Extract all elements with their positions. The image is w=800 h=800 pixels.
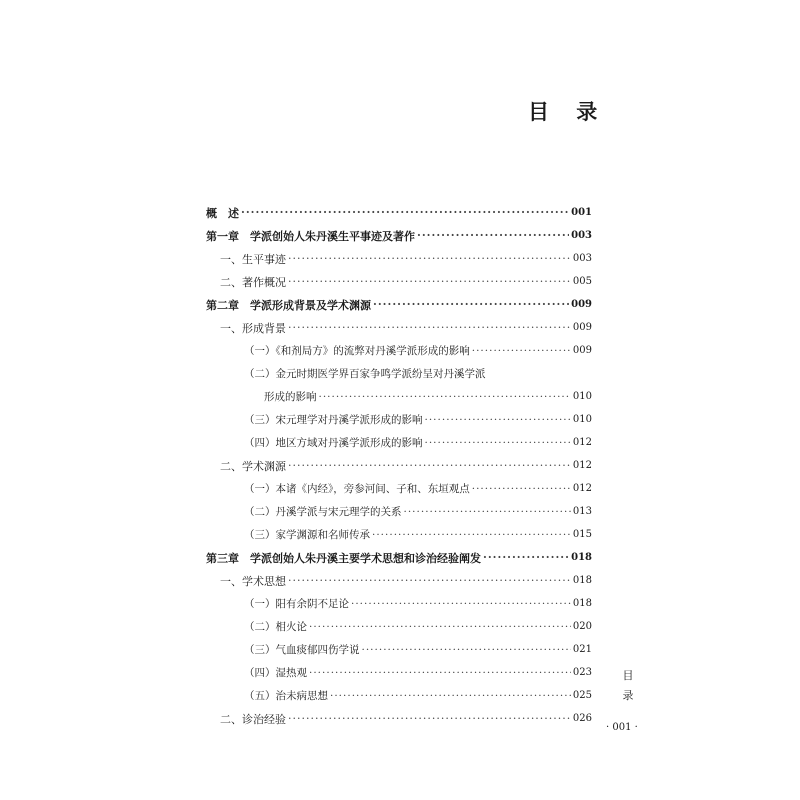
toc-entry bbox=[206, 339, 592, 362]
toc-entry bbox=[206, 546, 592, 569]
toc-entry-title: 二、诊治经验 bbox=[220, 712, 286, 726]
toc-entry-page: 012 bbox=[572, 437, 592, 448]
toc-dot-leader bbox=[241, 206, 569, 219]
toc-entry bbox=[206, 454, 592, 477]
toc-entry-page: 012 bbox=[572, 483, 592, 494]
toc-dot-leader bbox=[288, 712, 571, 725]
toc-entry-title: （二）金元时期医学界百家争鸣学派纷呈对丹溪学派 bbox=[244, 368, 486, 380]
toc-entry-page: 026 bbox=[572, 713, 592, 724]
toc-entry-page: 003 bbox=[571, 230, 592, 241]
toc-entry-page: 010 bbox=[572, 391, 592, 402]
toc-dot-leader bbox=[319, 391, 571, 403]
toc-entry bbox=[206, 247, 592, 270]
toc-entry bbox=[206, 661, 592, 684]
toc-dot-leader bbox=[425, 437, 571, 449]
toc-entry-title: （一）本诸《内经》，旁参河间、子和、东垣观点 bbox=[244, 483, 470, 495]
toc-entry bbox=[206, 638, 592, 661]
toc-dot-leader bbox=[351, 598, 571, 610]
toc-entry bbox=[206, 270, 592, 293]
page-number: · 001 · bbox=[606, 722, 638, 733]
toc-dot-leader bbox=[425, 414, 571, 426]
toc-entry-page: 010 bbox=[572, 414, 592, 425]
toc-entry-title: （三）家学渊源和名师传承 bbox=[244, 529, 370, 541]
toc-entry-page: 018 bbox=[572, 575, 592, 586]
running-head-char: 目 bbox=[622, 669, 634, 682]
toc-entry bbox=[206, 707, 592, 730]
toc-entry-page: 005 bbox=[572, 276, 592, 287]
toc-entry-page: 009 bbox=[571, 299, 592, 310]
toc-entry-title: （二）相火论 bbox=[244, 621, 307, 633]
toc-entry-page: 009 bbox=[572, 345, 592, 356]
toc-dot-leader bbox=[372, 529, 571, 541]
toc-entry-page: 018 bbox=[572, 598, 592, 609]
toc-entry-title: （四）地区方域对丹溪学派形成的影响 bbox=[244, 437, 423, 449]
toc-dot-leader bbox=[472, 483, 571, 495]
toc-entry-title: 形成的影响 bbox=[264, 391, 317, 403]
toc-entry-page: 021 bbox=[572, 644, 592, 655]
toc-entry bbox=[206, 385, 592, 408]
toc-dot-leader bbox=[309, 621, 571, 633]
toc-entry-page: 012 bbox=[572, 460, 592, 471]
toc-entry bbox=[206, 201, 592, 224]
toc-entry-title: （三）气血痰郁四伤学说 bbox=[244, 644, 360, 656]
toc-entry bbox=[206, 408, 592, 431]
toc-entry-title: 一、形成背景 bbox=[220, 321, 286, 335]
toc-entry-page: 025 bbox=[572, 690, 592, 701]
toc-entry-title: 二、著作概况 bbox=[220, 275, 286, 289]
toc-dot-leader bbox=[288, 459, 571, 472]
toc-entry-title: （四）湿热观 bbox=[244, 667, 307, 679]
toc-dot-leader bbox=[404, 506, 571, 518]
toc-entry-page: 020 bbox=[572, 621, 592, 632]
toc-dot-leader bbox=[288, 574, 571, 587]
toc-entry bbox=[206, 500, 592, 523]
toc-entry bbox=[206, 293, 592, 316]
toc-entry-title: （一）《和剂局方》的流弊对丹溪学派形成的影响 bbox=[244, 345, 470, 357]
toc-entry bbox=[206, 684, 592, 707]
toc-entry-page: 018 bbox=[571, 552, 592, 563]
toc-entry-page: 003 bbox=[572, 253, 592, 264]
toc-entry-title: 第二章 学派形成背景及学术渊源 bbox=[206, 298, 371, 312]
toc-entry bbox=[206, 523, 592, 546]
toc-dot-leader bbox=[483, 551, 569, 564]
toc-dot-leader bbox=[472, 345, 571, 357]
toc-entry-title: 二、学术渊源 bbox=[220, 459, 286, 473]
toc-dot-leader bbox=[373, 298, 569, 311]
toc-entry bbox=[206, 592, 592, 615]
running-head-char: 录 bbox=[622, 689, 634, 702]
toc-entry-page: 013 bbox=[572, 506, 592, 517]
toc-entry-title: 第三章 学派创始人朱丹溪主要学术思想和诊治经验阐发 bbox=[206, 551, 481, 565]
toc-entry bbox=[206, 615, 592, 638]
table-of-contents bbox=[206, 201, 592, 730]
toc-entry-title: （五）治未病思想 bbox=[244, 690, 328, 702]
toc-entry bbox=[206, 224, 592, 247]
toc-entry-title: 第一章 学派创始人朱丹溪生平事迹及著作 bbox=[206, 229, 415, 243]
toc-entry-title: （一）阳有余阴不足论 bbox=[244, 598, 349, 610]
toc-dot-leader bbox=[309, 667, 571, 679]
running-head bbox=[621, 666, 635, 706]
toc-entry bbox=[206, 362, 592, 385]
toc-dot-leader bbox=[288, 252, 571, 265]
toc-dot-leader bbox=[330, 690, 571, 702]
toc-entry-title: 一、学术思想 bbox=[220, 574, 286, 588]
page-title: 目 录 bbox=[528, 99, 608, 124]
toc-entry-page: 015 bbox=[572, 529, 592, 540]
toc-dot-leader bbox=[288, 275, 571, 288]
toc-entry bbox=[206, 431, 592, 454]
toc-dot-leader bbox=[362, 644, 571, 656]
toc-entry-title: 一、生平事迹 bbox=[220, 252, 286, 266]
toc-entry bbox=[206, 569, 592, 592]
toc-entry-title: 概 述 bbox=[206, 206, 239, 220]
toc-entry bbox=[206, 316, 592, 339]
toc-dot-leader bbox=[288, 321, 571, 334]
toc-entry-page: 009 bbox=[572, 322, 592, 333]
toc-entry-page: 023 bbox=[572, 667, 592, 678]
toc-entry-title: （二）丹溪学派与宋元理学的关系 bbox=[244, 506, 402, 518]
toc-entry-page: 001 bbox=[571, 207, 592, 218]
toc-dot-leader bbox=[417, 229, 569, 242]
toc-entry-title: （三）宋元理学对丹溪学派形成的影响 bbox=[244, 414, 423, 426]
toc-entry bbox=[206, 477, 592, 500]
